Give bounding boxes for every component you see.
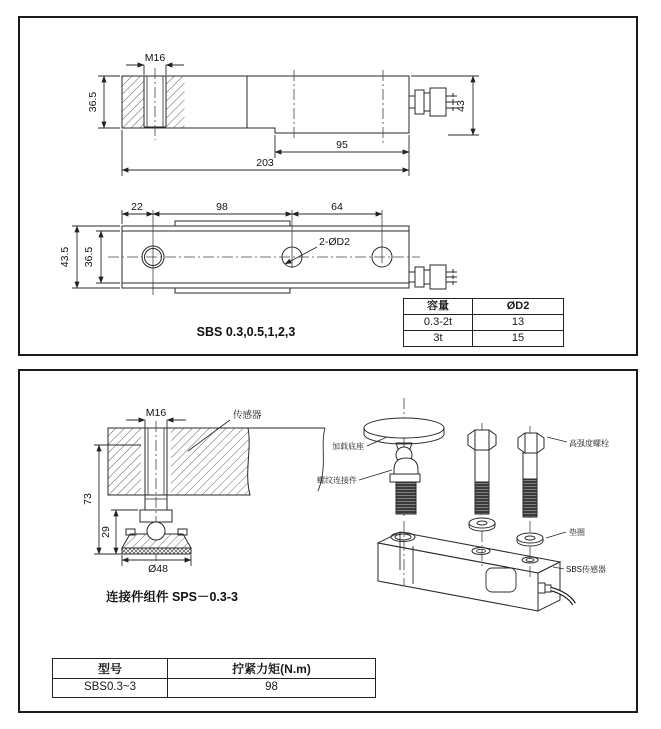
load-cell-dimension-panel: [18, 16, 638, 356]
dim-43-5: 43.5: [59, 246, 71, 268]
mounting-kit-panel: [18, 369, 638, 713]
cable-connector-plan: [409, 265, 457, 289]
d2-cell: 13: [473, 315, 564, 331]
capacity-table: [403, 298, 564, 347]
dim-m16-foot: M16: [145, 407, 167, 419]
hex-bolt-2: [518, 433, 544, 517]
threaded-connector-label: 螺纹连接件: [317, 476, 357, 485]
hex-bolt-1: [468, 430, 496, 514]
connector-kit-label: 连接件组件 SPS－0.3-3: [106, 590, 238, 604]
loading-base-label: 加载底座: [332, 442, 364, 451]
dim-36-5-plan: 36.5: [83, 246, 95, 268]
torque-table: [52, 658, 376, 698]
sbs-sensor-label: SBS传感器: [566, 565, 607, 574]
torque-table-header-model: 型号: [53, 659, 168, 679]
load-cell-block: [378, 521, 574, 611]
side-view: [122, 68, 457, 146]
hole-callout-2xD2: 2-ØD2: [319, 236, 350, 248]
table-row: [53, 679, 376, 698]
dim-43: 43: [455, 100, 467, 112]
washer-2: [517, 533, 543, 546]
model-cell: SBS0.3~3: [53, 679, 168, 698]
washer-1: [469, 518, 495, 531]
foot-section-view: [108, 420, 325, 561]
d2-cell: 15: [473, 331, 564, 347]
table-row: [404, 331, 564, 347]
high-strength-bolt-label: 高强度螺栓: [569, 439, 609, 448]
plan-view-dimensions: [72, 210, 382, 288]
torque-cell: 98: [168, 679, 376, 698]
table-row: [404, 315, 564, 331]
dim-m16-side: M16: [144, 52, 166, 64]
capacity-table-header-d2: ØD2: [473, 299, 564, 315]
dim-203: 203: [256, 157, 274, 169]
dim-29: 29: [100, 526, 112, 538]
dim-64: 64: [331, 201, 343, 213]
model-range-label: SBS 0.3,0.5,1,2,3: [196, 325, 296, 339]
capacity-cell: 0.3-2t: [404, 315, 473, 331]
dim-98: 98: [216, 201, 228, 213]
plan-view: [108, 210, 457, 295]
washer-label: 垫圈: [569, 528, 585, 537]
cable-connector-side: [409, 88, 457, 116]
dim-diameter-48: Ø48: [148, 563, 168, 575]
torque-table-header-torque: 拧紧力矩(N.m): [168, 659, 376, 679]
capacity-table-header-capacity: 容量: [404, 299, 473, 315]
dim-22: 22: [131, 201, 143, 213]
sensor-callout: 传感器: [233, 410, 262, 421]
capacity-cell: 3t: [404, 331, 473, 347]
dim-95: 95: [336, 139, 348, 151]
threaded-connector: [390, 458, 420, 514]
exploded-assembly: [359, 398, 574, 611]
dim-36-5-side: 36.5: [87, 91, 99, 113]
dim-73: 73: [82, 493, 94, 505]
